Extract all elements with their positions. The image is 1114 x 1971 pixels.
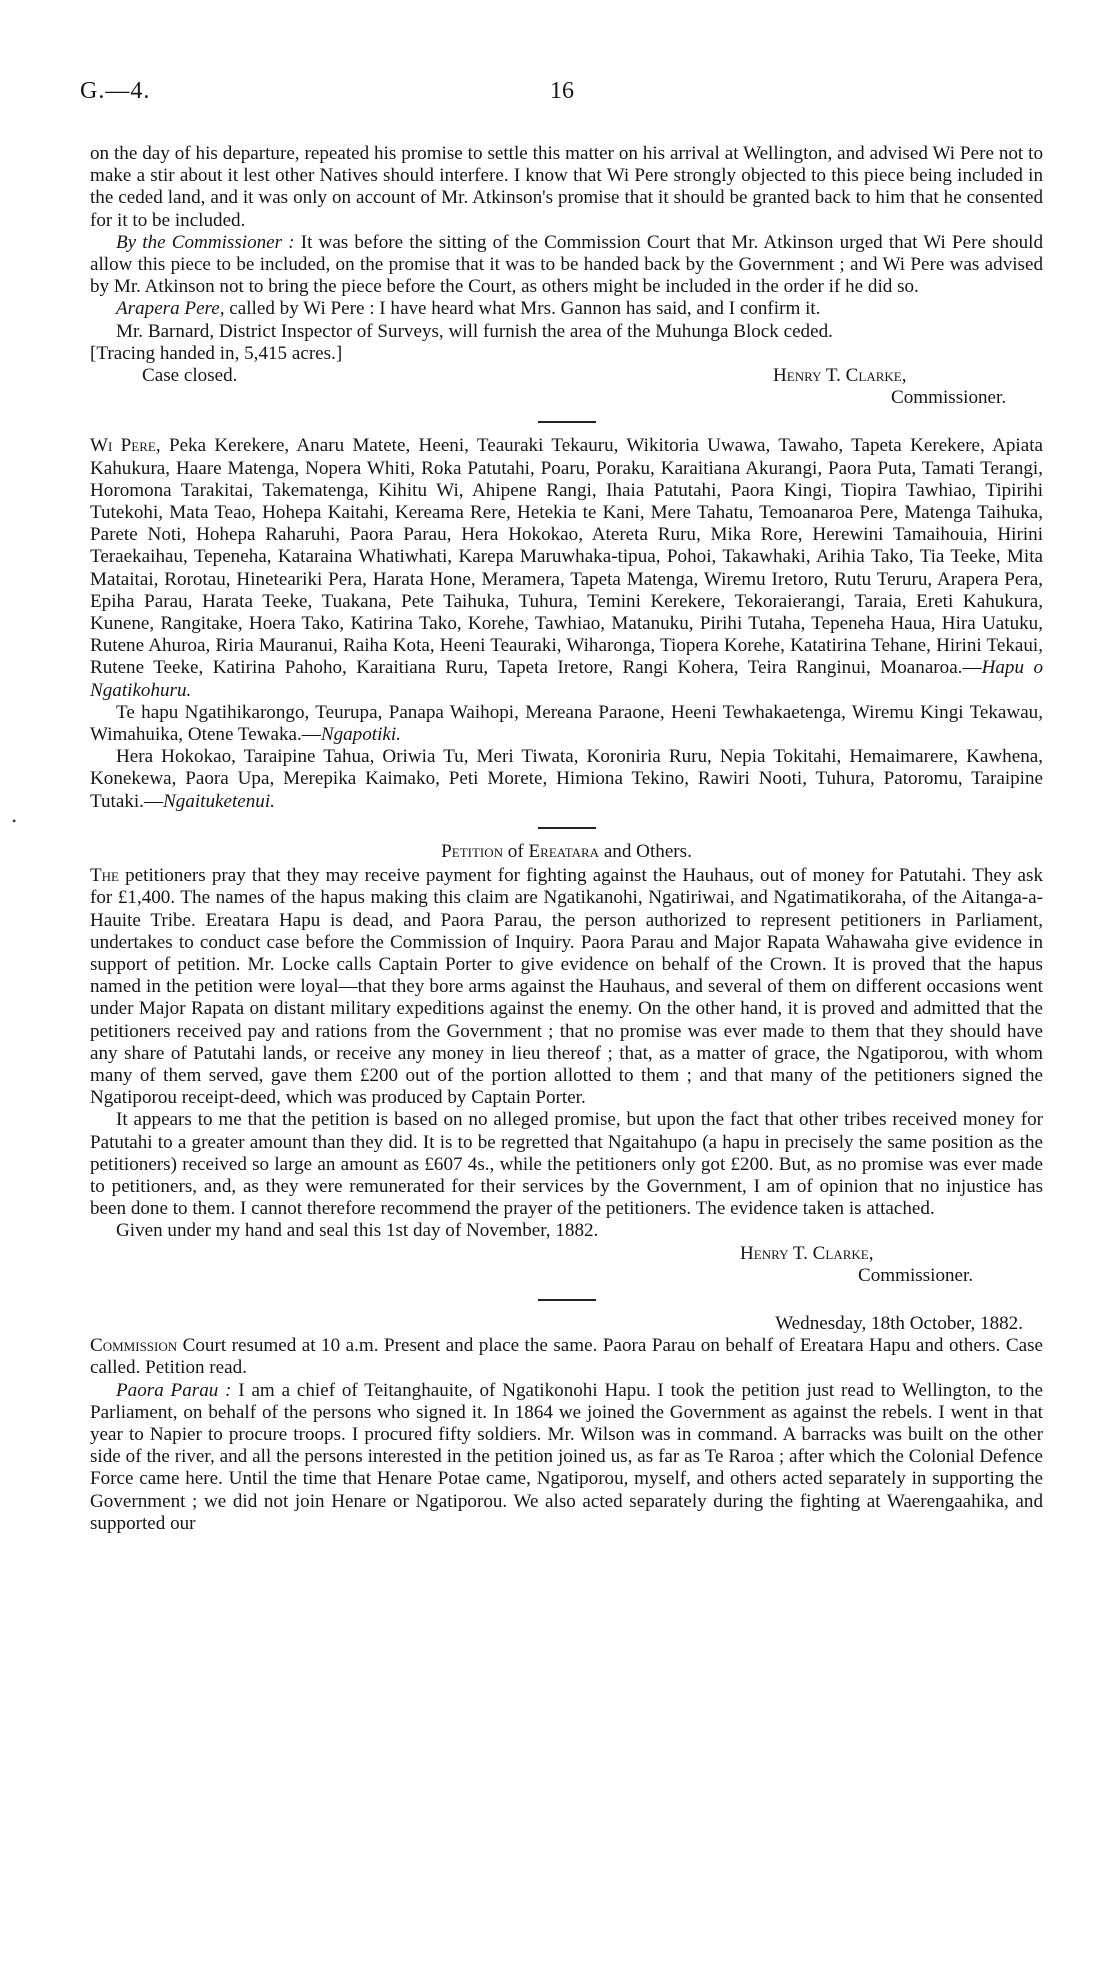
heading-part: of xyxy=(503,840,529,862)
hapu-name: Ngapotiki. xyxy=(320,724,401,746)
paragraph-text: Te hapu Ngatihikarongo, Teurupa, Panapa Waihopi, Mereana Paraone, Heeni Tewhakaetenga, Wiremu Kingi Tekawau, Wimahuika, Otene Tewaka.— xyxy=(90,701,1043,746)
document-body xyxy=(90,143,1043,1535)
paragraph xyxy=(90,865,1043,1109)
heading-part: Petition xyxy=(441,840,504,862)
paragraph-text: I am a chief of Teitanghauite, of Ngatikonohi Hapu. I took the petition just read to Wellington, to the Parliament, on behalf of the persons who signed it. In 1864 we joined the Government as against the rebels. I went in that year to Napier to procure troops. I procured fifty soldiers. Mr. Wilson was in command. A barracks was built on the other side of the river, and all the persons interested in the petition joined us, as far as Te Raroa ; after which the Colonial Defence Force came here. Until the time that Henare Potae came, Ngatiporou, myself, and others acted separately in supporting the Government ; we did not join Henare or Ngatiporou. We also acted separately during the fighting at Waerengaahika, and supported our xyxy=(90,1379,1044,1534)
page-header xyxy=(80,78,1040,108)
paragraph xyxy=(90,746,1043,813)
paragraph xyxy=(90,298,1043,320)
signature-block xyxy=(90,365,1043,409)
document-reference: G.—4. xyxy=(80,78,151,104)
dateline: Wednesday, 18th October, 1882. xyxy=(775,1312,1023,1334)
paragraph xyxy=(90,435,1043,701)
paragraph: Given under my hand and seal this 1st day of November, 1882. xyxy=(116,1220,599,1242)
paragraph-text: called by Wi Pere : I have heard what Mrs. Gannon has said, and I confirm it. xyxy=(224,298,821,320)
scan-mark: • xyxy=(12,814,17,828)
hapu-name: Hapu o Ngatikohuru. xyxy=(90,657,1043,701)
heading-part: Ereatara xyxy=(528,840,600,862)
paragraph-text: Hera Hokokao, Taraipine Tahua, Oriwia Tu, Meri Tiwata, Koroniria Ruru, Nepia Tokitahi, Hemaimarere, Kawhena, Konekewa, Paora Upa, Merepika Kaimako, Peti Morete, Himiona Tekino, Rawiri Nooti, Tuhura, Patoromu, Taraipine Tutaki.— xyxy=(90,746,1043,812)
lead-word: The xyxy=(90,865,119,887)
paragraph: Mr. Barnard, District Inspector of Surveys, will furnish the area of the Muhunga Block ceded. xyxy=(116,320,833,342)
signature xyxy=(740,1243,1043,1287)
heading-part: and Others. xyxy=(599,840,692,862)
lead-name: Wi Pere, xyxy=(90,435,161,457)
signatory-name: Henry T. Clarke, xyxy=(773,365,907,387)
signatory-title: Commissioner. xyxy=(858,1264,974,1286)
case-closed-note: Case closed. xyxy=(142,365,238,387)
paragraph xyxy=(90,702,1043,746)
lead-word: Commission xyxy=(90,1335,178,1357)
paragraph-text: petitioners pray that they may receive payment for fighting against the Hauhaus, out of money for Patutahi. They ask for £1,400. The names of the hapus making this claim are Ngatikanohi, Ngatiriwai, and Ngatimatikoraha, of the Aitanga-a-Hauite Tribe. Ereatara Hapu is dead, and Paora Parau, the person authorized to represent petitioners in Parliament, undertakes to conduct case before the Commission of Inquiry. Paora Parau and Major Rapata Wahawaha give evidence in support of petition. Mr. Locke calls Captain Porter to give evidence on behalf of the Crown. It is proved that the hapus named in the petition were loyal—that they bore arms against the Hauhaus, and several of them on different occasions went under Major Rapata on distant military expeditions against the enemy. On the other hand, it is proved and admitted that the petitioners received pay and rations from the Government ; that no promise was ever made to them that they should have any share of Patutahi lands, or receive any money in lieu thereof ; that, as a matter of grace, the Ngatiporou, with whom many of them served, gave them £200 out of the portion allotted to them ; and that many of the petitioners signed the Ngatiporou receipt-deed, which was produced by Captain Porter. xyxy=(90,865,1043,1109)
section-divider xyxy=(538,421,596,423)
section-divider xyxy=(538,1299,596,1301)
hapu-name: Ngaituketenui. xyxy=(163,790,275,812)
paragraph xyxy=(90,1335,1043,1379)
paragraph xyxy=(90,232,1043,299)
paragraph: It appears to me that the petition is based on no alleged promise, but upon the fact that other tribes received money for Patutahi to a greater amount than they did. It is to be regretted that Ngaitahupo (a hapu in precisely the same position as the petitioners) received so large an amount as £607 4s., while the petitioners only got £200. But, as no promise was ever made to petitioners, and, as they were remunerated for their services by the Government, I am of opinion that no injustice has been done to them. I cannot therefore recommend the prayer of the petitioners. The evidence taken is attached. xyxy=(90,1109,1043,1220)
section-heading xyxy=(90,841,1043,863)
signature xyxy=(773,365,1043,409)
speaker-label: Arapera Pere, xyxy=(116,298,225,320)
paragraph-text: It was before the sitting of the Commission Court that Mr. Atkinson urged that Wi Pere should allow this piece to be included, on the promise that it was to be handed back by the Government ; and Wi Pere was advised by Mr. Atkinson not to bring the piece before the Court, as others might be included in the order if he did so. xyxy=(90,231,1043,298)
paragraph: on the day of his departure, repeated his promise to settle this matter on his arrival at Wellington, and advised Wi Pere not to make a stir about it lest other Natives should interfere. I know that Wi Pere strongly objected to this piece being included in the ceded land, and it was only on account of Mr. Atkinson's promise that it should be granted back to him that he consented for it to be included. xyxy=(90,143,1043,231)
paragraph-text: Court resumed at 10 a.m. Present and place the same. Paora Parau on behalf of Ereatara Hapu and others. Case called. Petition read. xyxy=(90,1335,1043,1379)
page-number: 16 xyxy=(550,78,574,104)
paragraph xyxy=(90,1380,1043,1535)
paragraph-text: Peka Kerekere, Anaru Matete, Heeni, Teauraki Tekauru, Wikitoria Uwawa, Tawaho, Tapeta Kerekere, Apiata Kahukura, Haare Matenga, Nopera Whiti, Roka Patutahi, Poaru, Poraku, Karaitiana Akurangi, Paora Puta, Tamati Terangi, Horomona Tarakitai, Takematenga, Kihitu Wi, Ahipene Rangi, Ihaia Patutahi, Paora Kingi, Tiopira Tawhiao, Tipirihi Tutekohi, Mata Teao, Hohepa Kaitahi, Kereama Rere, Hetekia te Kani, Mere Tahatu, Temoanaroa Pere, Matenga Taihuka, Parete Noti, Hohepa Raharuhi, Paora Parau, Hera Hokokao, Atereta Ruru, Mika Rore, Herewini Tamaihouia, Hirini Teraekaihau, Tepeneha, Kataraina Whatiwhati, Karepa Maruwhaka-tipua, Pohoi, Takawhaki, Arihia Tako, Tia Teeke, Mita Mataitai, Rorotau, Hineteariki Pera, Harata Hone, Meramera, Tapeta Matenga, Wiremu Iretoro, Rutu Teruru, Arapera Pera, Epiha Parau, Harata Teeke, Tuakana, Pete Taihuka, Tuhura, Temini Kerekere, Tekoraierangi, Taraia, Ereti Kahukura, Kunene, Rangitake, Hoera Tako, Katirina Tako, Korehe, Tawhiao, Matanuku, Pirihi Tutaha, Tepeneha Haua, Hira Uatuku, Rutene Ahuroa, Riria Mauranui, Raiha Kota, Heeni Teauraki, Wiharonga, Tiopera Korehe, Katatirina Tehane, Hirini Tekaui, Rutene Teeke, Katirina Pahoho, Karaitiana Ruru, Tapeta Iretore, Rangi Kohera, Teira Ranginui, Moanaroa.— xyxy=(90,435,1043,679)
paragraph: [Tracing handed in, 5,415 acres.] xyxy=(90,342,343,364)
speaker-label: By the Commissioner : xyxy=(116,231,295,253)
signatory-title: Commissioner. xyxy=(891,387,1007,409)
signatory-name: Henry T. Clarke, xyxy=(740,1242,874,1264)
speaker-label: Paora Parau : xyxy=(116,1379,232,1401)
section-divider xyxy=(538,827,596,829)
